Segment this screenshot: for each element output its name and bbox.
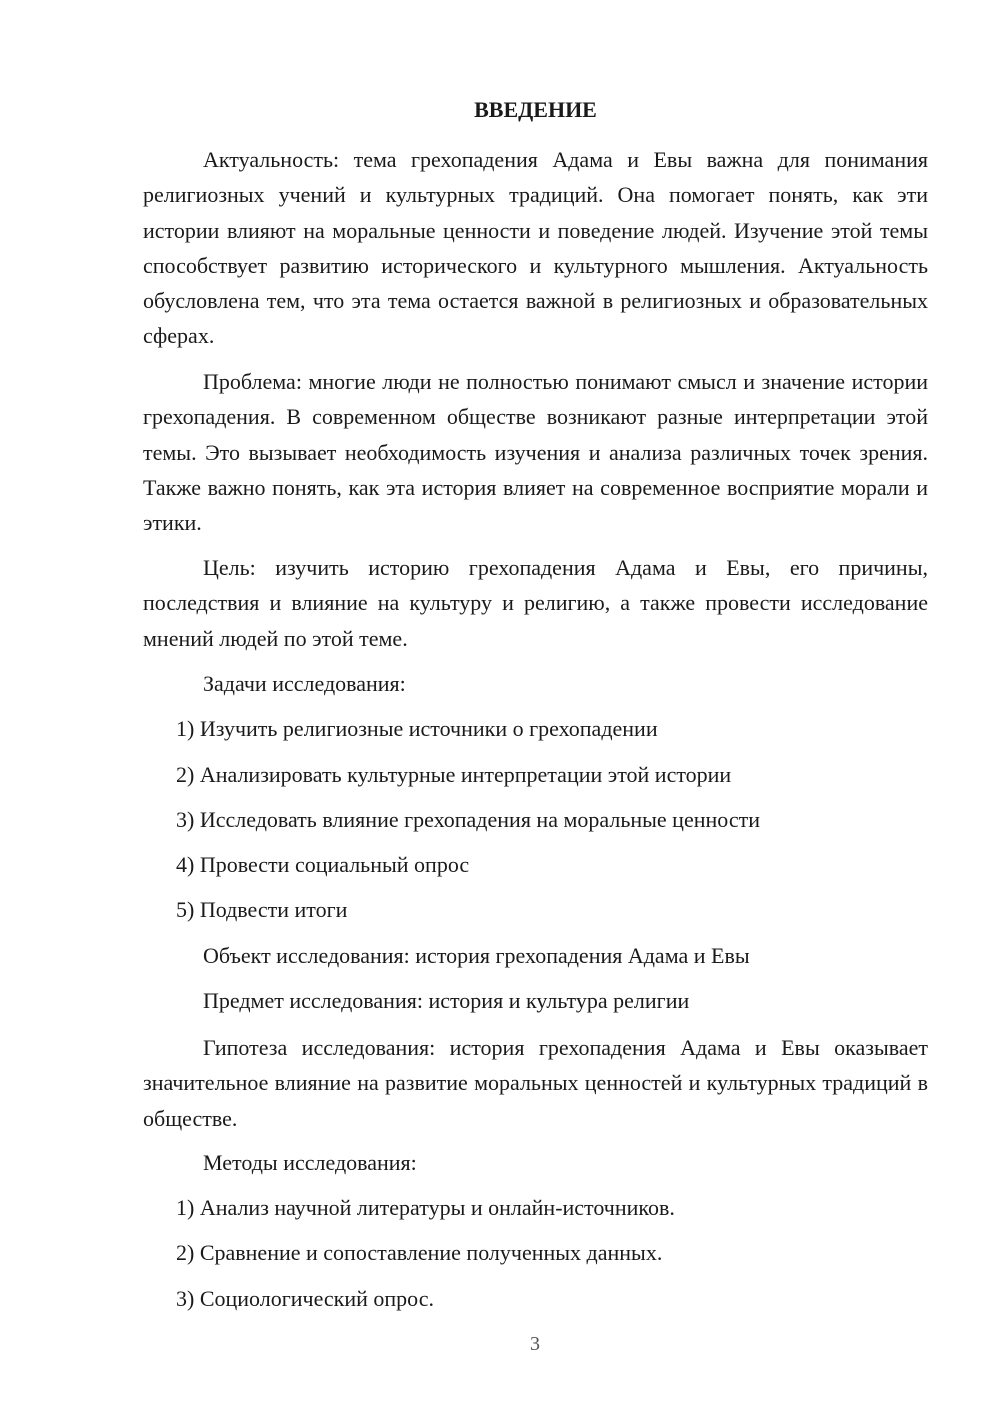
- method-item: 3) Социологический опрос.: [176, 1286, 434, 1311]
- task-item: 3) Исследовать влияние грехопадения на моральные ценности: [176, 807, 760, 832]
- task-item: 5) Подвести итоги: [176, 897, 348, 922]
- methods-title: Методы исследования:: [203, 1150, 417, 1175]
- goal-paragraph: Цель: изучить историю грехопадения Адама и Евы, его причины, последствия и влияние на культуру и религию, а также провести исследование мнений людей по этой теме.: [143, 555, 928, 651]
- page-number: 3: [530, 1333, 540, 1355]
- tasks-title: Задачи исследования:: [203, 671, 406, 696]
- task-item: 4) Провести социальный опрос: [176, 852, 470, 877]
- hypothesis-paragraph: Гипотеза исследования: история грехопадения Адама и Евы оказывает значительное влияние на развитие моральных ценностей и культурных традиций в обществе.: [143, 1035, 928, 1131]
- task-item: 1) Изучить религиозные источники о грехопадении: [176, 716, 658, 741]
- method-item: 2) Сравнение и сопоставление полученных данных.: [176, 1240, 663, 1265]
- relevance-paragraph: Актуальность: тема грехопадения Адама и Евы важна для понимания религиозных учений и культурных традиций. Она помогает понять, как эти истории влияют на моральные ценности и поведение людей. Изучение этой темы способствует развитию исторического и культурного мышления. Актуальность обусловлена тем, что эта тема остается важной в религиозных и образовательных сферах.: [143, 147, 928, 349]
- problem-paragraph: Проблема: многие люди не полностью понимают смысл и значение истории грехопадения. В современном обществе возникают разные интерпретации этой темы. Это вызывает необходимость изучения и анализа различных точек зрения. Также важно понять, как эта история влияет на современное восприятие морали и этики.: [143, 369, 928, 536]
- research-object: Объект исследования: история грехопадения Адама и Евы: [203, 943, 750, 968]
- section-heading: ВВЕДЕНИЕ: [474, 97, 597, 122]
- task-item: 2) Анализировать культурные интерпретации этой истории: [176, 762, 732, 787]
- research-subject: Предмет исследования: история и культура религии: [203, 988, 690, 1013]
- method-item: 1) Анализ научной литературы и онлайн-источников.: [176, 1195, 675, 1220]
